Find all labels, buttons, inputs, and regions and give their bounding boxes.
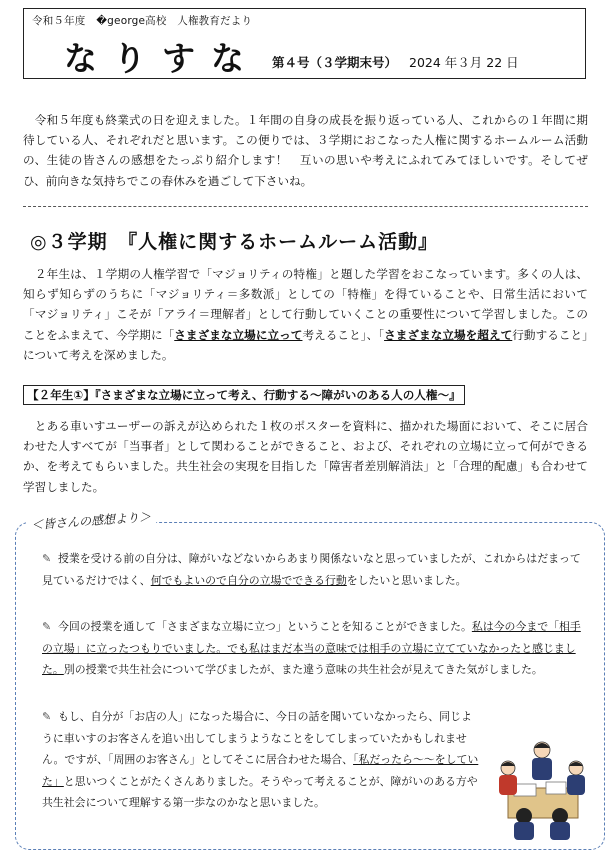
section-emphasis-1: さまざまな立場に立って — [174, 327, 303, 342]
issue-number: 第４号（３学期末号） — [272, 55, 398, 70]
impression-underline: 「私だったら～～をしていた」 — [42, 753, 479, 788]
section-text-c: 行動すること」について考えを深めました。 — [23, 327, 588, 362]
section-emphasis-2: さまざまな立場を超えて — [384, 327, 513, 342]
impression-text: 別の授業で共生社会について学びましたが、また違う意味の共生社会が見えてきた気がしました。 — [63, 663, 543, 677]
impression-text: 授業を受ける前の自分は、障がいなどないからあまり関係ないなと思っていましたが、これからはだまって見ているだけではく、 — [42, 552, 581, 587]
issue-date: 2024 年３月 22 日 — [409, 55, 519, 70]
impression-underline: 何でもよいので自分の立場でできる行動 — [150, 573, 347, 587]
pencil-icon: ✎ — [42, 620, 52, 633]
section-title: ◎３学期 『人権に関するホームルーム活動』 — [30, 231, 439, 253]
pencil-icon: ✎ — [42, 710, 52, 723]
impression-text: と思いつくことがたくさんありました。そうやって考えることが、障がいのある方や共生社会について理解する第一歩なのかなと思いました。 — [42, 774, 478, 810]
impression-text: 今回の授業を通して「さまざまな立場に立つ」ということを知ることができました。 — [58, 620, 472, 633]
impressions-label: ＜皆さんの感想より＞ — [26, 507, 157, 533]
impression-text: もし、自分が「お店の人」になった場合に、今日の話を聞いていなかったら、同じように車いすのお客さんを追い出してしまうようなことをしてしまっていたかもしれません。ですが、「周囲のお客さん」としてそこに居合わせた場合、 — [42, 710, 472, 767]
impression-text: をしたいと思いました。 — [346, 573, 467, 587]
impression-item — [42, 548, 587, 591]
pencil-icon: ✎ — [42, 552, 52, 565]
grade2-heading: 【２年生①】『さまざまな立場に立って考え、行動する～障がいのある人の人権～』 — [23, 385, 465, 405]
newsletter-header — [23, 8, 586, 79]
section-text-b: 考えること」、「 — [302, 327, 385, 342]
impression-item — [42, 706, 482, 814]
intro-paragraph: 令和５年度も終業式の日を迎えました。１年間の自身の成長を振り返っている人、これからの１年間に期待している人、それぞれだと思います。この便りでは、３学期におこなった人権に関するホームルーム活動の、生徒の皆さんの感想をたっぷり紹介します！ 互いの思いや考えにふれてみてほしいです。そしてぜひ、前向きな気持ちでこの春休みを過ごして下さいね。 — [23, 113, 588, 188]
school-info-line: 令和５年度 �george高校 人権教育だより — [32, 15, 253, 27]
section-divider — [23, 206, 588, 207]
newsletter-title: なりすな — [64, 39, 260, 78]
impression-item — [42, 616, 587, 681]
students-discussion-illustration — [494, 738, 590, 840]
impression-underline: 私は今の今まで「相手の立場」に立ったつもりでいました。でも私はまだ本当の意味では相手の立場に立てていなかったと感じました。 — [42, 620, 581, 677]
section-text-a: ２年生は、１学期の人権学習で「マジョリティの特権」と題した学習をおこなっています。多くの人は、知らず知らずのうちに「マジョリティ＝多数派」としての「特権」を得ていることや、日常生活において「マジョリティ」こそが「アライ＝理解者」として行動していくことの重要性について学習しました。このことをふまえて、今学期に「 — [23, 267, 588, 342]
section-paragraph — [23, 264, 588, 365]
grade2-paragraph: とある車いすユーザーの訴えが込められた１枚のポスターを資料に、描かれた場面において、そこに居合わせた人すべてが「当事者」として関わることができること、および、それぞれの立場に立って何ができるか、を考えてもらいました。共生社会の実現を目指した「障害者差別解消法」と「合理的配慮」も合わせて学習しました。 — [23, 419, 588, 494]
